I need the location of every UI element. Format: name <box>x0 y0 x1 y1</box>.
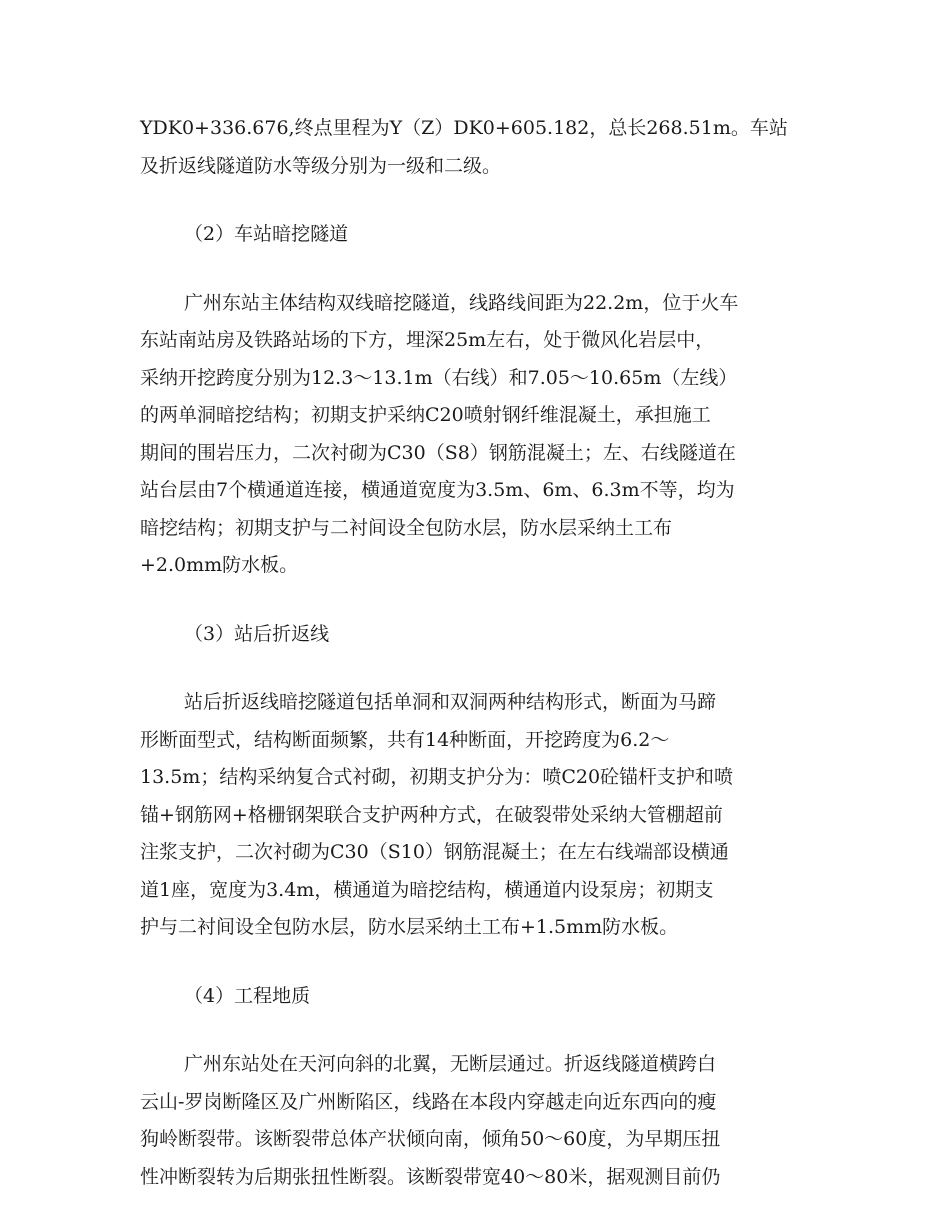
paragraph-station-tunnel <box>140 285 810 585</box>
paragraph-project-overview <box>140 110 810 185</box>
section-heading-station-tunnel: （2）车站暗挖隧道 <box>184 223 349 245</box>
text-line: 广州东站处在天河向斜的北翼，无断层通过。折返线隧道横跨白 <box>184 1053 717 1075</box>
text-line: 道1座，宽度为3.4m，横通道为暗挖结构，横通道内设泵房；初期支 <box>140 878 714 901</box>
paragraph-turnback-line <box>140 684 810 947</box>
text-line: 及折返线隧道防水等级分别为一级和二级。 <box>140 154 502 177</box>
text-line: 锚+钢筋网+格栅钢架联合支护两种方式，在破裂带处采纳大管棚超前 <box>140 803 723 826</box>
text-line: 性冲断裂转为后期张扭性断裂。该断裂带宽40～80米，据观测目前仍 <box>140 1165 721 1188</box>
document-body <box>140 110 810 1196</box>
text-line: 期间的围岩压力，二次衬砌为C30（S8）钢筋混凝土；左、右线隧道在 <box>140 441 736 464</box>
section-heading-turnback-line: （3）站后折返线 <box>184 622 330 645</box>
text-line: 站后折返线暗挖隧道包括单洞和双洞两种结构形式，断面为马蹄 <box>184 691 717 713</box>
text-line: YDK0+336.676,终点里程为Y（Z）DK0+605.182，总长268.51m。车站 <box>140 117 788 139</box>
text-line: 护与二衬间设全包防水层，防水层采纳土工布+1.5mm防水板。 <box>140 916 679 938</box>
text-line: 的两单洞暗挖结构；初期支护采纳C20喷射钢纤维混凝土，承担施工 <box>140 404 711 426</box>
text-line: 东站南站房及铁路站场的下方，埋深25m左右，处于微风化岩层中， <box>140 329 715 351</box>
text-line: 采纳开挖跨度分别为12.3～13.1m（右线）和7.05～10.65m（左线） <box>140 366 738 389</box>
text-line: 站台层由7个横通道连接，横通道宽度为3.5m、6m、6.3m不等，均为 <box>140 479 735 501</box>
text-line: 13.5m；结构采纳复合式衬砌，初期支护分为：喷C20砼锚杆支护和喷 <box>140 766 734 788</box>
text-line: 暗挖结构；初期支护与二衬间设全包防水层，防水层采纳土工布 <box>140 516 673 539</box>
text-line: 狗岭断裂带。该断裂带总体产状倾向南，倾角50～60度，为早期压扭 <box>140 1128 721 1150</box>
text-line: 云山-罗岗断隆区及广州断陷区，线路在本段内穿越走向近东西向的瘦 <box>140 1090 717 1113</box>
text-line: 形断面型式，结构断面频繁，共有14种断面，开挖跨度为6.2～ <box>140 728 670 751</box>
text-line: 广州东站主体结构双线暗挖隧道，线路线间距为22.2m，位于火车 <box>184 291 739 314</box>
paragraph-geology <box>140 1046 810 1196</box>
section-heading-geology: （4）工程地质 <box>184 984 311 1007</box>
text-line: 注浆支护，二次衬砌为C30（S10）钢筋混凝土；在左右线端部设横通 <box>140 841 729 863</box>
text-line: +2.0mm防水板。 <box>140 554 299 576</box>
